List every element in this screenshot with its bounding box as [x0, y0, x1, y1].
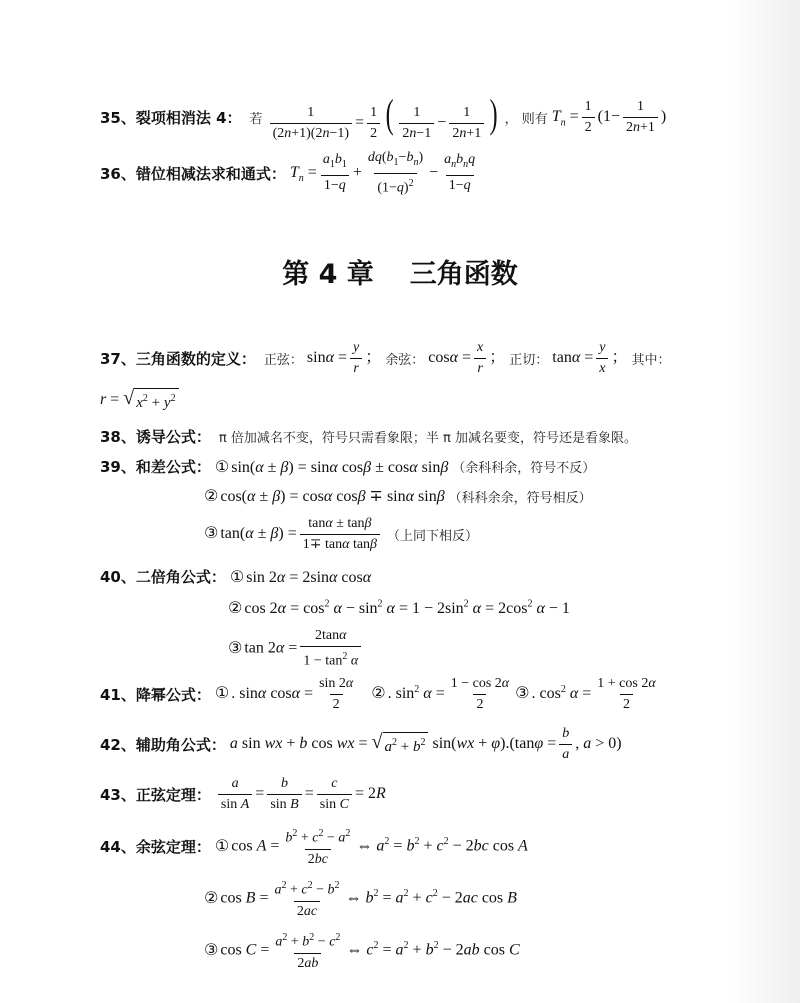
formula-35 — [100, 91, 667, 142]
sin-label: 正弦： — [263, 353, 303, 368]
law-of-cosines-c: ③ cos C = $\frac{a^2 + b^2 - c^2}{2ab}$ ⇔ $c^2 = a^2 + b^2 - 2ab$ cos C — [204, 932, 520, 971]
auxiliary-angle: a sin wx + b cos wx = √ $a^2 + b^2$ sin(wx + φ).(tanφ = $\frac{b}{a}$ , a > 0) — [229, 726, 622, 762]
cos-sum: ② cos(α ± β) = cosα cosβ ∓ sinα sinβ — [204, 486, 445, 505]
item-number: 43、 — [100, 786, 136, 804]
formula-41 — [100, 676, 662, 713]
formula-40-1 — [100, 566, 371, 587]
item-title: 裂项相消法 4： — [135, 109, 242, 128]
item-title: 和差公式： — [135, 458, 211, 476]
formula-43 — [100, 776, 386, 813]
item-number: 37、 — [100, 350, 136, 368]
note-1: （余科科余，符号不反） — [452, 461, 596, 476]
law-of-cosines-b: ② cos B = $\frac{a^2 + c^2 - b^2}{2ac}$ ⇔ $b^2 = a^2 + c^2 - 2ac$ cos B — [204, 880, 517, 919]
formula-39-1 — [100, 456, 599, 477]
formula-38 — [100, 426, 641, 447]
tan-def: tanα = $\frac{y}{x}$ ； — [552, 340, 628, 376]
cos-def: cosα = $\frac{x}{r}$ ； — [428, 340, 506, 376]
item-title: 错位相减法求和通式： — [135, 164, 286, 183]
item-number: 42、 — [100, 736, 136, 754]
item-number: 39、 — [100, 458, 136, 476]
chapter-heading — [0, 252, 800, 291]
text-then: ， 则有 — [504, 112, 548, 128]
formula-37 — [100, 340, 675, 377]
formula-body: $\frac{1}{(2n+1)(2n-1)}$ = $\frac{1}{2}$ ( $\frac{1}{2n-1}$ − $\frac{1}{2n+1}$ ) — [267, 94, 501, 142]
chapter-name: 三角函数 — [409, 259, 518, 290]
chapter-number: 第 4 章 — [282, 259, 374, 290]
item-title: 余弦定理： — [135, 838, 211, 857]
cos-double: ② $\cos 2\alpha = \cos^2 \alpha - \sin^2 \alpha = 1 - 2\sin^2$ $\alpha = 2\cos^2$ α − 1 — [228, 598, 570, 617]
formula-body: $T_n$ = $\frac{a_1b_1}{1-q}$ + $\frac{dq(b_1-b_n)}{(1-q)^2}$ − $\frac{a_nb_nq}{1-q}$ — [289, 150, 476, 196]
item-title: 诱导公式： — [135, 428, 211, 446]
tan-label: 正切： — [509, 353, 549, 368]
formula-result: $T_n$ = $\frac{1}{2}$ (1− $\frac{1}{2n+1}$ ) — [551, 99, 667, 136]
r-def: r = √ $x^2 + y^2$ — [100, 388, 179, 412]
law-of-cosines-a: ① cos A = $\frac{b^2 + c^2 - a^2}{2bc}$ ⇔ $a^2 = b^2 + c^2 - 2bc$ cos A — [214, 828, 528, 867]
tan-sum: ③ tan(α ± β) = $\frac{\tan\alpha \pm \tan\beta}{\text{1∓ tanα tanβ}}$ — [204, 516, 383, 553]
induction-rule: π 倍加减名不变，符号只需看象限；半 π 加减名要变，符号还是看象限。 — [218, 431, 637, 446]
note-2: （科科余余，符号相反） — [448, 490, 592, 506]
item-number: 40、 — [100, 568, 136, 586]
formula-42 — [100, 726, 622, 763]
formula-36 — [100, 150, 481, 196]
power-reduction: ① . sinα cosα = $\frac{\sin 2\alpha}{2}$ ② . $\sin^2 \alpha$ = $\frac{1 - \cos 2\alpha}{2}$ ③ . $\cos^2 \alpha$ = $\frac{1 + \cos 2\alpha}{2}$ — [214, 676, 656, 712]
formula-44-2 — [204, 878, 517, 920]
formula-44-3 — [204, 930, 520, 972]
sin-double: ① sin 2α = 2sinα cosα — [229, 566, 372, 586]
item-title: 降幂公式： — [135, 686, 211, 704]
item-title: 三角函数的定义： — [135, 350, 256, 368]
formula-40-2 — [228, 598, 570, 618]
formula-40-3 — [228, 628, 364, 670]
formula-44-1 — [100, 826, 528, 868]
formula-39-2 — [204, 486, 596, 506]
tan-double: ③ tan 2α = $\frac{2\tan\alpha}{1 - \tan^2 \alpha}$ — [228, 628, 364, 670]
sin-sum: ① sin(α ± β) = sinα cosβ ± cosα sinβ — [214, 456, 449, 476]
law-of-sines: $\frac{a}{\text{sin A}}$ = $\frac{b}{\text{sin B}}$ = $\frac{c}{\text{sin C}}$ = 2R — [215, 776, 386, 813]
item-number: 41、 — [100, 686, 136, 704]
cos-label: 余弦： — [385, 353, 425, 368]
formula-37-r — [100, 388, 179, 412]
item-number: 44、 — [100, 838, 136, 857]
item-number: 35、 — [100, 109, 136, 128]
formula-39-3 — [204, 516, 482, 553]
item-number: 36、 — [100, 164, 136, 183]
text-ruo: 若 — [249, 112, 263, 128]
page-edge-shadow — [730, 0, 800, 1003]
note-3: （上同下相反） — [387, 529, 479, 544]
item-title: 二倍角公式： — [135, 568, 226, 586]
item-title: 正弦定理： — [135, 786, 211, 804]
where-label: 其中： — [631, 353, 671, 368]
sin-def: sinα = $\frac{y}{r}$ ； — [306, 340, 382, 376]
item-title: 辅助角公式： — [135, 736, 226, 754]
item-number: 38、 — [100, 428, 136, 446]
